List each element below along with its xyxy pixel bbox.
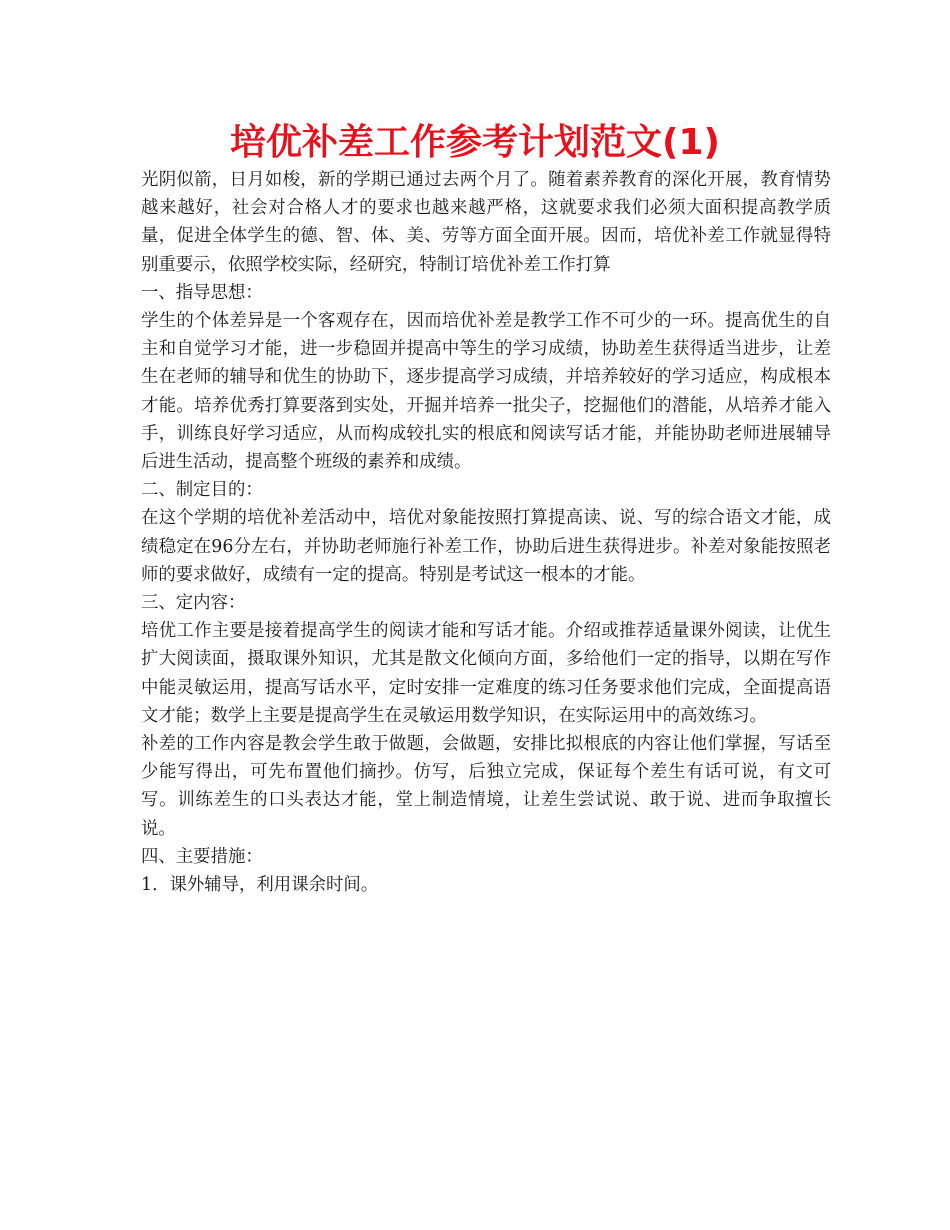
measure-item-1: 1．课外辅导，利用课余时间。 <box>141 875 379 896</box>
intro-paragraph: 光阴似箭，日月如梭，新的学期已通过去两个月了。随着素养教育的深化开展，教育情势越来越好，社会对合格人才的要求也越来越严格，这就要求我们必须大面积提高教学质量，促进全体学生的德、智、体、美、劳等方面全面开展。因而，培优补差工作就显得特别重要示，依照学校实际，经研究，特制订培优补差工作打算 <box>141 170 831 275</box>
goals-paragraph: 在这个学期的培优补差活动中，培优对象能按照打算提高读、说、写的综合语文才能，成绩稳定在96分左右，并协助老师施行补差工作，协助后进生获得进步。补差对象能按照老师的要求做好，成绩有一定的提高。特别是考试这一根本的才能。 <box>141 508 831 585</box>
section-heading-measures: 四、主要措施： <box>141 846 263 867</box>
section-heading-content: 三、定内容： <box>141 593 246 614</box>
section-heading-goals: 二、制定目的： <box>141 480 263 501</box>
content-paragraph-advanced: 培优工作主要是接着提高学生的阅读才能和写话才能。介绍或推荐适量课外阅读，让优生扩大阅读面，摄取课外知识，尤其是散文化倾向方面，多给他们一定的指导，以期在写作中能灵敏运用，提高写话水平，定时安排一定难度的练习任务要求他们完成，全面提高语文才能；数学上主要是提高学生在灵敏运用数学知识，在实际运用中的高效练习。 <box>141 621 831 726</box>
document-body <box>141 166 831 899</box>
content-paragraph-remedial: 补差的工作内容是教会学生敢于做题，会做题，安排比拟根底的内容让他们掌握，写话至少能写得出，可先布置他们摘抄。仿写，后独立完成，保证每个差生有话可说，有文可写。训练差生的口头表达才能，堂上制造情境，让差生尝试说、敢于说、进而争取擅长说。 <box>141 734 831 839</box>
guiding-ideology-paragraph: 学生的个体差异是一个客观存在，因而培优补差是教学工作不可少的一环。提高优生的自主和自觉学习才能，进一步稳固并提高中等生的学习成绩，协助差生获得适当进步，让差生在老师的辅导和优生的协助下，逐步提高学习成绩，并培养较好的学习适应，构成根本才能。培养优秀打算要落到实处，开掘并培养一批尖子，挖掘他们的潜能，从培养才能入手，训练良好学习适应，从而构成较扎实的根底和阅读写话才能，并能协助老师进展辅导后进生活动，提高整个班级的素养和成绩。 <box>141 311 831 473</box>
document-title: 培优补差工作参考计划范文(1) <box>230 122 720 163</box>
section-heading-guiding-ideology: 一、指导思想： <box>141 282 263 303</box>
